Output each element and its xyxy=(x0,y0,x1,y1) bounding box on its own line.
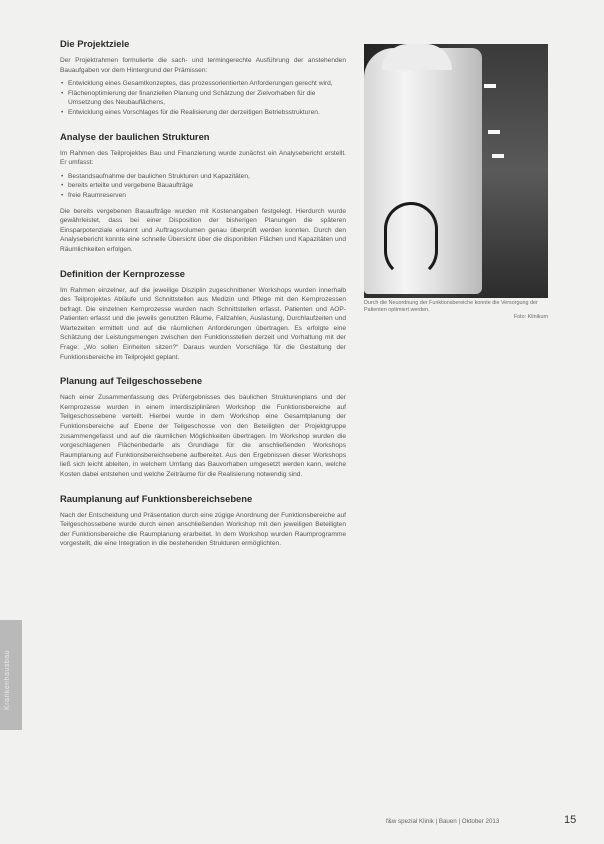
bullet-list xyxy=(60,79,346,117)
section-analyse xyxy=(60,131,346,255)
section-projektziele xyxy=(60,38,346,118)
section-heading: Definition der Kernprozesse xyxy=(60,267,186,279)
bullet-item: • Entwicklung eines Vorschlages für die Realisierung der derzeitigen Betriebsstrukturen. xyxy=(68,108,346,118)
bullet-item: • Flächenoptimierung der finanziellen Planung und Schätzung der Zielvorhaben für die Umsetzung des Neubauflächens, xyxy=(68,89,346,108)
photo-credit: Foto: Klinikum xyxy=(513,314,548,320)
bullet-item: • Bestandsaufnahme der baulichen Strukturen und Kapazitäten, xyxy=(68,172,346,182)
section-heading: Planung auf Teilgeschossebene xyxy=(60,375,203,387)
section-heading: Analyse der baulichen Strukturen xyxy=(60,130,210,142)
footer-publication: f&w spezial Klinik | Bauen | Oktober 2013 xyxy=(386,818,500,825)
section-paragraph: Im Rahmen des Teilprojektes Bau und Finanzierung wurde zunächst ein Analysebericht erstellt. Er umfasst: xyxy=(60,149,346,167)
section-raumplanung xyxy=(60,493,346,549)
side-tab xyxy=(0,620,22,730)
section-paragraph: Im Rahmen einzelner, auf die jeweilige Disziplin zugeschnittener Workshops wurden innerhalb des Teilprojektes Abläufe und Schnittstellen aus Medizin und Pflege mit den Kernprozessen befragt. Die einzelnen Kernprozesse wurden nach Schnittstellen erfasst. Patienten und AOP-Patienten erfasst und die jeweils genutzten Räume, Fallzahlen, Auslastung, Durchlaufzeiten und Wartezeiten ermittelt und auf die räumlichen Anforderungen übertragen. Es erfolgte eine Schätzung der Leistungsmengen zwischen den Funktionsstellen derzeit und Vorhaltung mit der Frage: „Wo sollen Einheiten sitzen?“ Daraus wurden Vorschläge für die Gestaltung der Funktionsbereiche im Teilprojekt geplant. xyxy=(60,286,346,361)
ceiling-light xyxy=(492,154,504,158)
section-heading: Die Projektziele xyxy=(60,38,130,49)
photo-caption xyxy=(364,300,548,321)
section-paragraph: Der Projektrahmen formulierte die sach- und termingerechte Ausführung der anstehenden Bauaufgaben vor dem Hintergrund der Prämissen: xyxy=(60,57,346,74)
lab-coat-photo xyxy=(364,44,548,298)
section-heading: Raumplanung auf Funktionsbereichsebene xyxy=(60,492,253,504)
ceiling-light xyxy=(484,84,496,88)
section-paragraph: Nach der Entscheidung und Präsentation durch eine zügige Anordnung der Funktionsbereiche auf Teilgeschossebene wurde durch einen anschließenden Workshop mit den jeweiligen Beteiligten der Funktionsbereiche die Raumplanung erarbeitet. In dem Workshop wurden Raumprogramme vorgestellt, die eine Integration in die bestehenden Strukturen ermöglichten. xyxy=(60,511,346,548)
section-kernprozesse xyxy=(60,268,346,363)
side-tab-label: Krankenhausbau xyxy=(4,650,11,710)
bullet-item: • Entwicklung eines Gesamtkonzeptes, das prozessorientierten Anforderungen gerecht wird, xyxy=(68,79,346,89)
main-column xyxy=(60,38,346,562)
section-paragraph: Die bereits vergebenen Bauaufträge wurden mit Kostenangaben festgelegt. Hierdurch wurde gewährleistet, dass bei einer Disposition der bisherigen Planungen die späteren Einsparpotenziale erkannt und Auftragsvolumen genau überprüft werden konnten. Durch den Analysebericht konnte eine schnelle Übersicht über die disponiblen Flächen und Kapazitäten und Räumlichkeiten erfolgen. xyxy=(60,207,346,253)
section-paragraph: Nach einer Zusammenfassung des Prüfergebnisses des baulichen Strukturenplans und der Kernprozesse wurden in einem interdisziplinären Workshop die Funktionsbereiche auf Teilgeschossebene verteilt. Hierbei wurde in dem Workshop eine Gesamtplanung der Funktionsbereiche auf Ebene der Teilgeschosse von den Beteiligten der Projektgruppe zusammengefasst und auf die räumlichen Möglichkeiten übertragen. Im Workshop wurden die vorgeschlagenen Flächenbedarfe als Grundlage für die anschließenden Workshops Raumplanung auf Funktionsbereichsebene aufbereitet. Aus den Ergebnissen dieser Workshops ließ sich leicht ableiten, in welchem Umfang das Bauvorhaben umgesetzt werden kann, welche Kosten dabei entstehen und welche Zeiträume für die Realisierung notwendig sind. xyxy=(60,394,346,478)
section-teilgeschoss xyxy=(60,375,346,479)
bullet-item: • freie Raumreserven xyxy=(68,191,346,201)
caption-text: Durch die Neuordnung der Funktionsbereiche konnte die Versorgung der Patienten optimiert werden. xyxy=(364,300,538,313)
ceiling-light xyxy=(488,130,500,134)
page-number: 15 xyxy=(564,814,577,826)
stethoscope-icon xyxy=(384,202,438,278)
bullet-item: • bereits erteilte und vergebene Bauaufträge xyxy=(68,181,346,191)
bullet-list xyxy=(60,172,346,201)
